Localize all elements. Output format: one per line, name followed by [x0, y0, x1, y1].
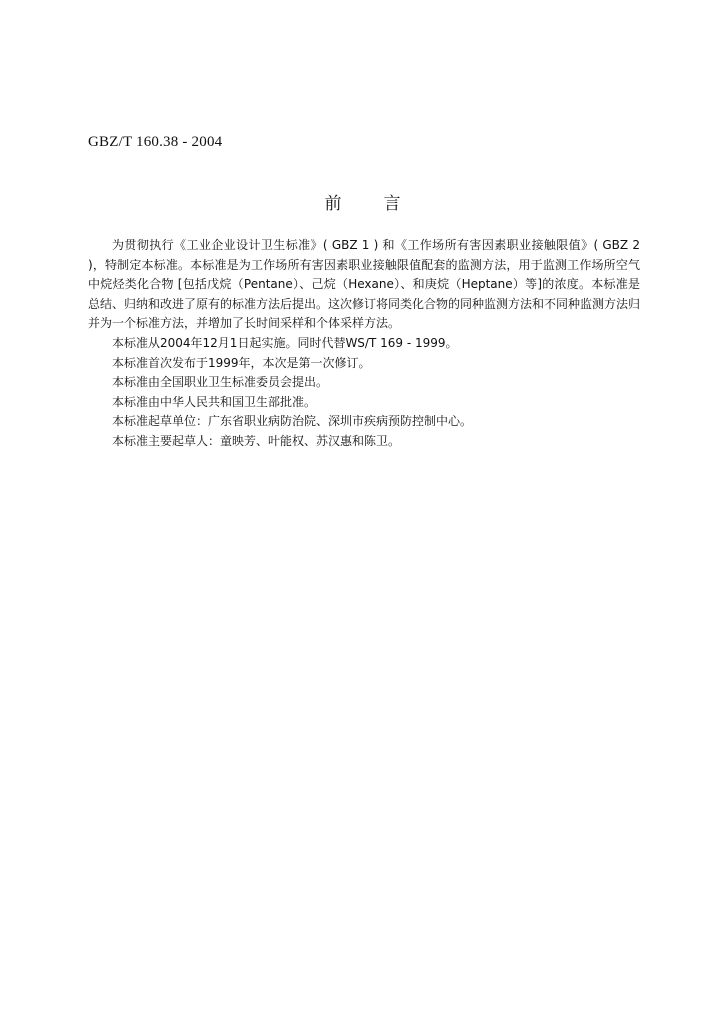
foreword-body	[88, 236, 640, 452]
section-heading	[0, 189, 725, 214]
foreword-paragraph-drafters: 本标准主要起草人：童映芳、叶能权、苏汉惠和陈卫。	[112, 433, 401, 448]
standard-code: GBZ/T 160.38 - 2004	[88, 134, 223, 150]
foreword-paragraph-approved-by: 本标准由中华人民共和国卫生部批准。	[112, 394, 317, 409]
foreword-paragraph-drafting-units: 本标准起草单位：广东省职业病防治院、深圳市疾病预防控制中心。	[112, 414, 473, 429]
foreword-paragraph-first-release: 本标准首次发布于1999年，本次是第一次修订。	[112, 355, 371, 370]
foreword-paragraph-effective-date: 本标准从2004年12月1日起实施。同时代替WS/T 169 - 1999。	[112, 335, 458, 350]
foreword-paragraph-intro: 为贯彻执行《工业企业设计卫生标准》( GBZ 1 ) 和《工作场所有害因素职业接触限值》( GBZ 2 )，特制定本标准。本标准是为工作场所有害因素职业接触限值配套的监测方法，用于监测工作场所空气中烷烃类化合物 [包括戊烷（Pentane）、己烷（Hexane）、和庚烷（Heptane）等]的浓度。本标准是总结、归纳和改进了原有的标准方法后提出。这次修订将同类化合物的同种监测方法和不同种监测方法归并为一个标准方法，并增加了长时间采样和个体采样方法。	[88, 238, 641, 331]
foreword-paragraph-proposed-by: 本标准由全国职业卫生标准委员会提出。	[112, 375, 329, 390]
heading-char-2: 言	[383, 194, 401, 214]
heading-char-1: 前	[324, 194, 342, 214]
